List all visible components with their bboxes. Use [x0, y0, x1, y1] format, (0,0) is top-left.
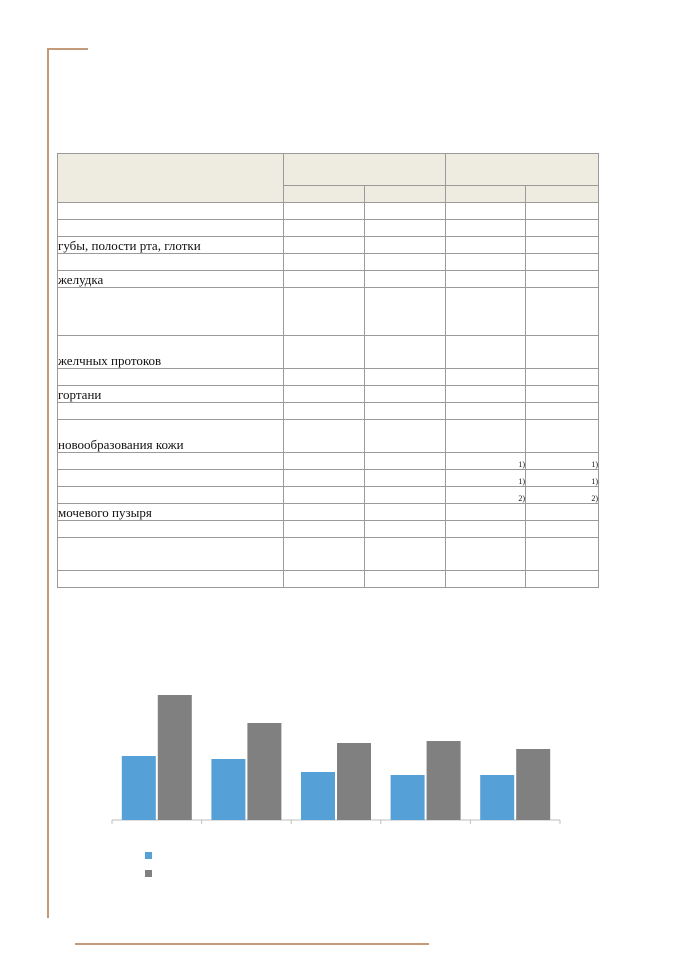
table-row [58, 271, 599, 288]
row-value-cell [284, 220, 365, 237]
row-value-cell [365, 237, 446, 254]
row-label [58, 254, 284, 271]
page-frame-top-line [47, 48, 88, 50]
row-label [58, 571, 284, 588]
table-row [58, 521, 599, 538]
row-value-cell [526, 420, 599, 453]
row-label [58, 369, 284, 386]
bar-series-1-category-1 [122, 756, 156, 820]
row-label: мочевого пузыря [58, 504, 284, 521]
table-subheader-cell [284, 186, 365, 203]
row-value-cell [365, 369, 446, 386]
row-value-cell [526, 203, 599, 220]
row-value-cell [365, 538, 446, 571]
row-label [58, 487, 284, 504]
row-value-cell [446, 386, 526, 403]
row-value-cell [526, 369, 599, 386]
bar-series-2-category-4 [427, 741, 461, 820]
table-row [58, 504, 599, 521]
table-row [58, 336, 599, 369]
row-value-cell [526, 386, 599, 403]
row-value-cell [284, 538, 365, 571]
row-value-cell [446, 504, 526, 521]
row-value-cell [365, 453, 446, 470]
row-value-cell [284, 369, 365, 386]
row-value-cell [446, 288, 526, 336]
row-value-cell [526, 521, 599, 538]
row-value-cell [526, 538, 599, 571]
row-value-cell: 1) [446, 470, 526, 487]
row-value-cell [365, 203, 446, 220]
bar-series-1-category-3 [301, 772, 335, 820]
page-footer-line [75, 943, 429, 945]
row-value-cell [365, 504, 446, 521]
table-row [58, 369, 599, 386]
bar-series-1-category-4 [391, 775, 425, 820]
row-value-cell [284, 420, 365, 453]
row-value-cell [526, 220, 599, 237]
page-frame-left-line [47, 48, 49, 918]
row-value-cell [365, 271, 446, 288]
table-header-row [58, 154, 599, 186]
row-value-cell [526, 571, 599, 588]
row-value-cell [446, 336, 526, 369]
row-value-cell [526, 271, 599, 288]
row-value-cell [284, 504, 365, 521]
row-value-cell [446, 420, 526, 453]
row-value-cell [446, 538, 526, 571]
row-value-cell [446, 571, 526, 588]
bar-series-2-category-1 [158, 695, 192, 820]
table-row [58, 288, 599, 336]
row-value-cell: 1) [526, 453, 599, 470]
table-row [58, 420, 599, 453]
row-label [58, 538, 284, 571]
row-value-cell [365, 403, 446, 420]
row-value-cell [284, 453, 365, 470]
bar-series-2-category-2 [247, 723, 281, 820]
table-subheader-cell [526, 186, 599, 203]
row-value-cell [365, 386, 446, 403]
table-row [58, 470, 599, 487]
table-row [58, 386, 599, 403]
row-label: желчных протоков [58, 336, 284, 369]
table-subheader-cell [446, 186, 526, 203]
row-value-cell [446, 271, 526, 288]
row-value-cell [446, 203, 526, 220]
bar-series-2-category-5 [516, 749, 550, 820]
row-value-cell [284, 470, 365, 487]
row-label [58, 203, 284, 220]
table-row [58, 453, 599, 470]
row-label: желудка [58, 271, 284, 288]
table-row [58, 571, 599, 588]
row-value-cell [446, 220, 526, 237]
bar-series-1-category-5 [480, 775, 514, 820]
row-value-cell [365, 254, 446, 271]
table-header-group-2 [446, 154, 599, 186]
row-value-cell [446, 369, 526, 386]
row-value-cell [446, 254, 526, 271]
legend-swatch-series-1 [145, 852, 152, 859]
row-label: гортани [58, 386, 284, 403]
table-row [58, 237, 599, 254]
row-value-cell [365, 571, 446, 588]
row-value-cell [284, 571, 365, 588]
row-value-cell [365, 336, 446, 369]
row-value-cell [526, 336, 599, 369]
row-value-cell [365, 288, 446, 336]
row-value-cell [526, 504, 599, 521]
table-row [58, 254, 599, 271]
row-value-cell: 2) [526, 487, 599, 504]
row-value-cell [446, 237, 526, 254]
row-value-cell [365, 521, 446, 538]
row-value-cell [284, 254, 365, 271]
row-value-cell: 1) [526, 470, 599, 487]
table-row [58, 220, 599, 237]
row-value-cell: 1) [446, 453, 526, 470]
bar-chart [100, 680, 570, 830]
row-value-cell [526, 237, 599, 254]
row-value-cell [284, 237, 365, 254]
row-value-cell [284, 336, 365, 369]
row-value-cell: 2) [446, 487, 526, 504]
row-value-cell [284, 271, 365, 288]
row-label [58, 453, 284, 470]
row-value-cell [365, 420, 446, 453]
table-header-indicator-cell [58, 154, 284, 203]
row-label: новообразования кожи [58, 420, 284, 453]
row-value-cell [284, 386, 365, 403]
row-value-cell [526, 403, 599, 420]
row-label: губы, полости рта, глотки [58, 237, 284, 254]
data-table [57, 153, 599, 588]
row-value-cell [284, 288, 365, 336]
row-label [58, 470, 284, 487]
row-value-cell [446, 403, 526, 420]
table-header-group-1 [284, 154, 446, 186]
row-value-cell [284, 487, 365, 504]
row-value-cell [365, 220, 446, 237]
table-row [58, 487, 599, 504]
row-label [58, 288, 284, 336]
row-value-cell [284, 403, 365, 420]
table-row [58, 403, 599, 420]
row-label [58, 220, 284, 237]
table-subheader-cell [365, 186, 446, 203]
bar-series-1-category-2 [211, 759, 245, 820]
row-value-cell [284, 203, 365, 220]
table-row [58, 203, 599, 220]
row-value-cell [446, 521, 526, 538]
row-value-cell [365, 487, 446, 504]
row-value-cell [284, 521, 365, 538]
row-value-cell [526, 254, 599, 271]
row-label [58, 521, 284, 538]
row-value-cell [526, 288, 599, 336]
row-label [58, 403, 284, 420]
table-row [58, 538, 599, 571]
row-value-cell [365, 470, 446, 487]
legend-swatch-series-2 [145, 870, 152, 877]
bar-series-2-category-3 [337, 743, 371, 820]
